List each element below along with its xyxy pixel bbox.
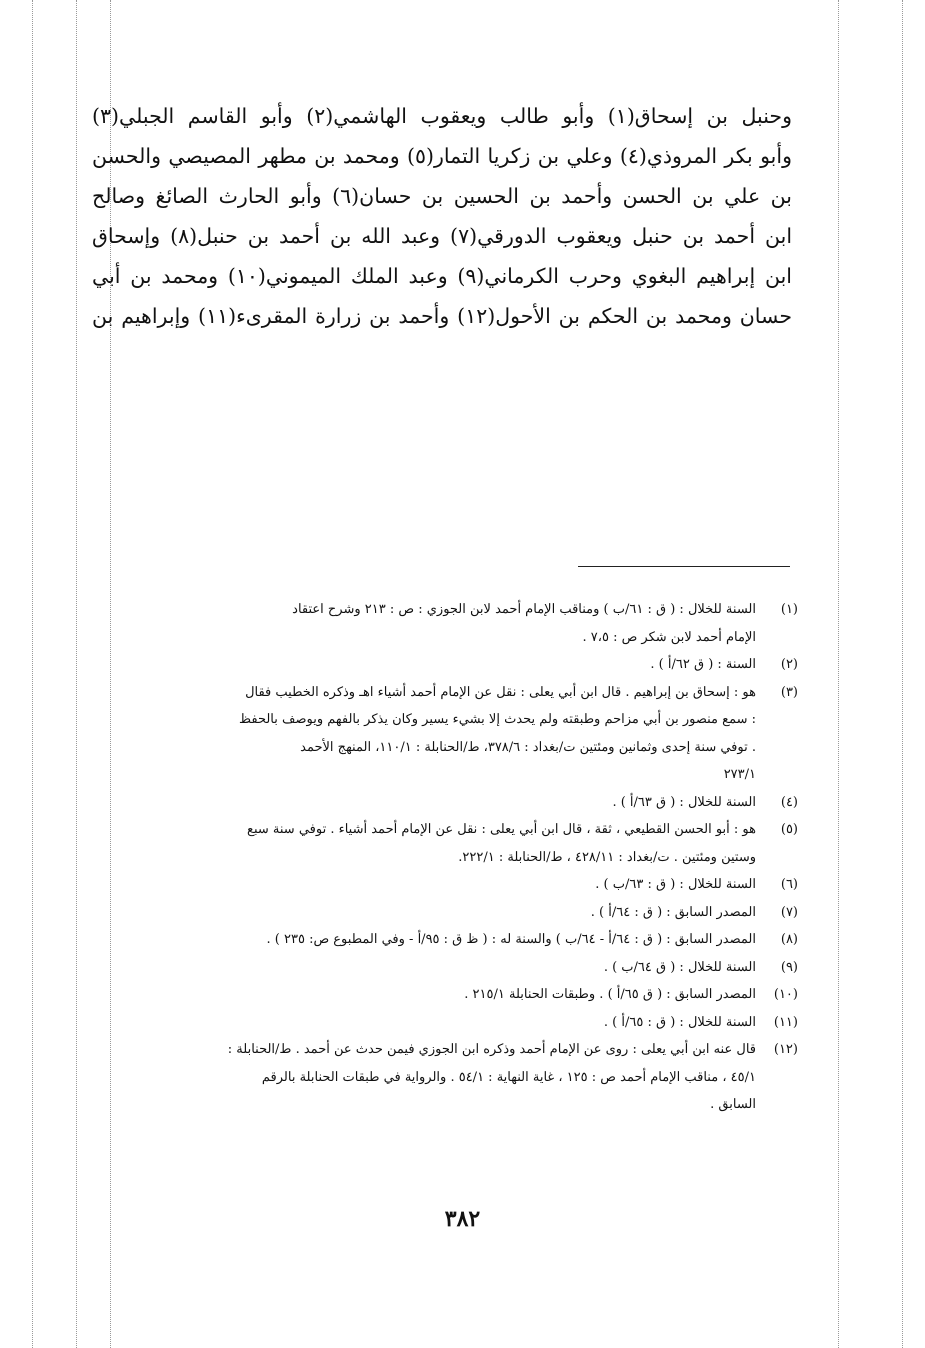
scan-guide-line <box>902 0 903 1348</box>
footnote <box>98 596 798 651</box>
footnote-line: . توفي سنة إحدى وثمانين ومئتين ت/بغداد : ٣٧٨/٦، ط/الحنابلة : ١١٠/١، المنهج الأحمد <box>300 739 756 755</box>
footnote-number: (٢) <box>780 657 798 672</box>
footnote-line: هو : إسحاق بن إبراهيم . قال ابن أبي يعلى : نقل عن الإمام أحمد أشياء اهـ وذكره الخطيب فقال <box>245 684 756 700</box>
footnote <box>98 789 798 817</box>
body-line: وأبو بكر المروذي(٤) وعلي بن زكريا التمار(٥) ومحمد بن مطهر المصيصي والحسن <box>92 144 792 168</box>
footnote-number: (١٢) <box>773 1042 798 1057</box>
footnote-line: : سمع منصور بن أبي مزاحم وطبقته ولم يحدث إلا بشيء يسير وكان يذكر بالفهم ويوصف بالحفظ <box>239 712 756 727</box>
footnote-line: السابق . <box>710 1097 756 1112</box>
footnote-line: هو : أبو الحسن القطيعي ، ثقة ، قال ابن أبي يعلى : نقل عن الإمام أحمد أشياء . توفي سنة سبع <box>247 822 756 837</box>
footnote <box>98 651 798 679</box>
footnote-line: السنة للخلال : ( ق : ٦٣/ب ) . <box>595 877 756 892</box>
footnote-line: الإمام أحمد لابن شكر ص : ٧،٥ . <box>582 629 756 645</box>
footnote-line: قال عنه ابن أبي يعلى : روى عن الإمام أحمد وذكره ابن الجوزي فيمن حدث عن أحمد . ط/الحنابلة : <box>227 1042 756 1057</box>
body-line: بن علي بن الحسن وأحمد بن الحسين بن حسان(٦) وأبو الحارث الصائغ وصالح <box>92 184 792 208</box>
footnote <box>98 816 798 871</box>
footnote-line: ٤٥/١ ، مناقب الإمام أحمد ص : ١٢٥ ، غاية النهاية : ٥٤/١ . والرواية في طبقات الحنابلة بالرقم <box>261 1069 756 1085</box>
footnote-number: (١٠) <box>773 987 798 1002</box>
footnote-line: السنة للخلال : ( ق ٦٣/أ ) . <box>612 794 756 810</box>
footnote-line: ٢٧٣/١ <box>723 767 756 782</box>
body-line: حسان ومحمد بن الحكم بن الأحول(١٢) وأحمد بن زرارة المقرىء(١١) وإبراهيم بن <box>92 304 792 328</box>
footnote-line: السنة للخلال : ( ق ٦٤/ب ) . <box>603 959 756 975</box>
footnote <box>98 1009 798 1037</box>
footnote-line: السنة للخلال : ( ق : ٦١/ب ) ومناقب الإمام أحمد لابن الجوزي : ص : ٢١٣ وشرح اعتقاد <box>292 602 756 617</box>
footnote-number: (٩) <box>780 959 798 975</box>
footnote-number: (٤) <box>780 794 798 810</box>
footnote <box>98 926 798 954</box>
footnote <box>98 981 798 1009</box>
scan-guide-line <box>838 0 839 1348</box>
footnote-line: السنة للخلال : ( ق : ٦٥/أ ) . <box>603 1014 756 1030</box>
footnote-number: (١) <box>780 602 798 617</box>
footnote-line: المصدر السابق : ( ق : ٦٤/أ ) . <box>590 904 756 920</box>
footnote-number: (٧) <box>780 904 798 920</box>
scan-guide-line <box>76 0 77 1348</box>
footnote-line: وستين ومئتين . ت/بغداد : ٤٢٨/١١ ، ط/الحنابلة : ٢٢٢/١. <box>458 849 756 865</box>
scan-guide-line <box>32 0 33 1348</box>
footnote-number: (٥) <box>780 822 798 837</box>
main-body-text <box>92 96 792 336</box>
footnote-number: (١١) <box>773 1014 798 1030</box>
footnote-separator <box>578 566 790 567</box>
footnote-number: (٨) <box>780 932 798 947</box>
body-line: ابن أحمد بن حنبل ويعقوب الدورقي(٧) وعبد الله بن أحمد بن حنبل(٨) وإسحاق <box>92 224 792 248</box>
page-number: ٣٨٢ <box>444 1206 481 1232</box>
footnote <box>98 871 798 899</box>
footnote-line: السنة : ( ق ٦٢/أ ) . <box>650 657 756 672</box>
footnotes-section <box>98 596 798 1119</box>
footnote <box>98 679 798 789</box>
body-line: ابن إبراهيم البغوي وحرب الكرماني(٩) وعبد الملك الميموني(١٠) ومحمد بن أبي <box>92 264 792 288</box>
footnote <box>98 954 798 982</box>
footnote <box>98 899 798 927</box>
body-line: وحنبل بن إسحاق(١) وأبو طالب ويعقوب الهاشمي(٢) وأبو القاسم الجبلي(٣) <box>92 104 792 128</box>
footnote-line: المصدر السابق : ( ق : ٦٤/أ - ٦٤/ب ) والسنة له : ( ظ ق : ٩٥/أ - وفي المطبوع ص: ٢٣٥ ) . <box>266 932 756 947</box>
footnote-number: (٣) <box>780 684 798 700</box>
footnote-number: (٦) <box>780 877 798 892</box>
footnote-line: المصدر السابق : ( ق ٦٥/أ ) . وطبقات الحنابلة ٢١٥/١ . <box>464 987 756 1002</box>
footnote <box>98 1036 798 1119</box>
